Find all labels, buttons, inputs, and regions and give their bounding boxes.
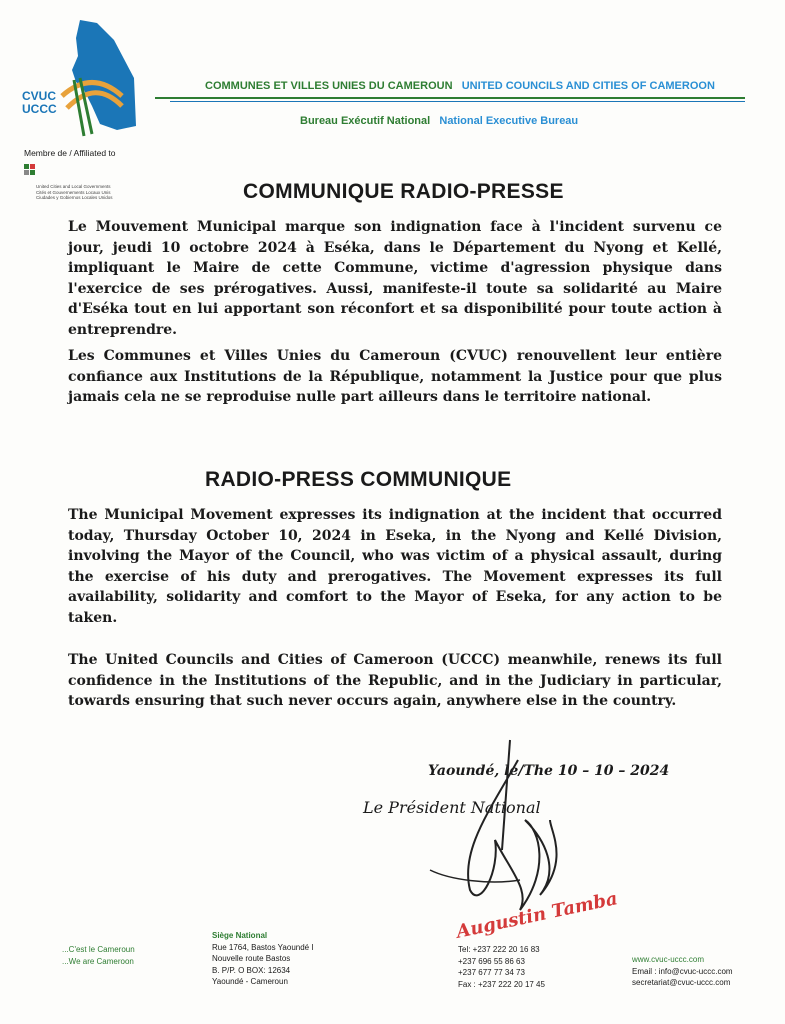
english-paragraph-2: The United Councils and Cities of Cameroon (UCCC) meanwhile, renews its full confidence in the Institutions of the Republic, and in the Judiciary in particular, towards ensuring that such never occurs again, anywhere else in the country.: [68, 652, 722, 709]
french-paragraph-2: Les Communes et Villes Unies du Cameroun (CVUC) renouvellent leur entière confiance aux Institutions de la République, notamment la Justice pour que plus jamais cela ne se reproduise nulle part ailleurs dans le territoire national.: [68, 348, 722, 405]
bureau-en: National Executive Bureau: [439, 115, 579, 127]
uclg-logo-icon: [24, 164, 36, 176]
org-name-line: [205, 80, 715, 92]
siege-label: Siège National: [212, 931, 268, 940]
header-rule: [155, 97, 745, 99]
stamp-signature-name: Augustin Tamba: [454, 888, 620, 943]
org-name-en: UNITED COUNCILS AND CITIES OF CAMEROON: [461, 80, 715, 92]
french-paragraph-1: Le Mouvement Municipal marque son indignation face à l'incident survenu ce jour, jeudi 10 octobre 2024 à Eséka, dans le Département du Nyong et Kellé, impliquant le Maire de cette Commune, victime d'agression physique dans l'exercice de ses prérogatives. Aussi, manifeste-il toute sa solidarité au Maire d'Eséka tout en lui apportant son réconfort et sa disponibilité pour toute action à entreprendre.: [68, 219, 722, 338]
footer-slogan: ...C'est le Cameroun ...We are Cameroon: [62, 945, 135, 966]
english-paragraph-1: The Municipal Movement expresses its indignation at the incident that occurred today, Thursday October 10, 2024 in Eseka, in the Nyong and Kellé Division, involving the Mayor of the Council, who was victim of a physical assault, during the exercise of his duty and prerogatives. The Movement expresses its full availability, solidarity and comfort to the Mayor of Eseka, for any action to be taken.: [68, 507, 722, 626]
website-link[interactable]: www.cvuc-uccc.com: [632, 955, 705, 964]
logo-text: CVUC UCCC: [22, 89, 57, 116]
footer-phones: Tel: +237 222 20 16 83 +237 696 55 86 63 +237 677 77 34 73 Fax : +237 222 20 17 45: [458, 945, 545, 989]
footer-address: Siège National Rue 1764, Bastos Yaoundé I Nouvelle route Bastos B. P/P. O BOX: 12634 Yaoundé - Cameroun: [212, 931, 314, 986]
english-title: RADIO-PRESS COMMUNIQUE: [205, 468, 512, 491]
email2-link[interactable]: secretariat@cvuc-uccc.com: [632, 978, 731, 987]
french-title: COMMUNIQUE RADIO-PRESSE: [243, 180, 564, 203]
bureau-line: [300, 115, 578, 127]
org-name-fr: COMMUNES ET VILLES UNIES DU CAMEROUN: [205, 80, 453, 92]
header-rule-secondary: [170, 101, 745, 102]
bureau-fr: Bureau Exécutif National: [300, 115, 431, 127]
affiliation-label: Membre de / Affiliated to: [24, 148, 116, 158]
email-link[interactable]: Email : info@cvuc-uccc.com: [632, 966, 733, 976]
footer-contact: [632, 954, 733, 989]
cvuc-logo: [22, 18, 142, 143]
president-title: Le Président National: [363, 798, 541, 817]
place-date: Yaoundé, le/The 10 – 10 – 2024: [428, 763, 670, 779]
affiliation-names: United Cities and Local Governments Cités et Gouvernements Locaux Unis Ciudades y Gobiernos Locales Unidos: [36, 184, 113, 200]
